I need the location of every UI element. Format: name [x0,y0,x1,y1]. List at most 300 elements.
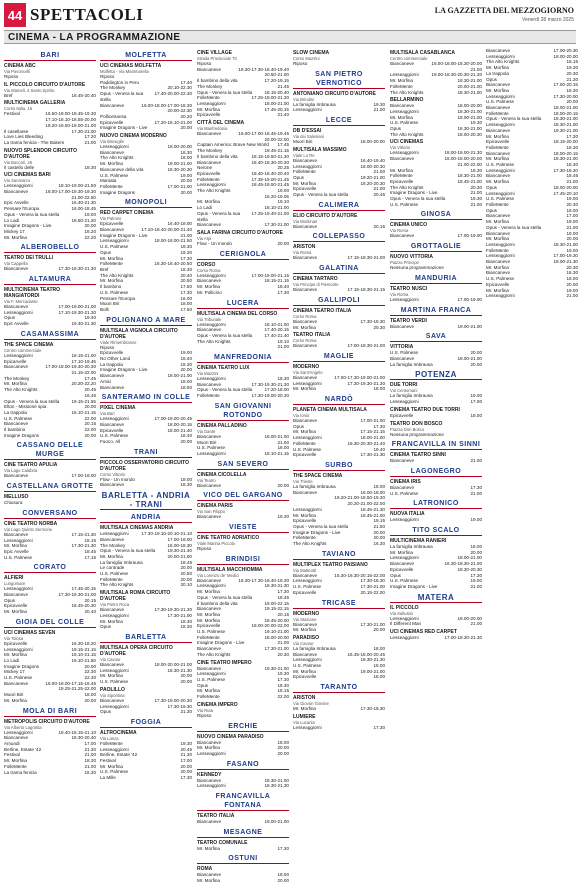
cinema-name: TEATRO VERDI [390,317,427,324]
film-title: Epicavvelle [293,186,317,192]
cinema-address: Via Centomani [390,388,418,394]
film-title: Epicavvelle [390,178,414,184]
showtimes: 20.00-21.00 [457,83,482,89]
film-title: Biancaneve [100,482,125,488]
showtime-row [197,819,289,825]
showtimes: 18.45-20.30 [71,603,96,609]
showtime-row [4,321,96,327]
film-title: Lesseaggiorni [100,416,129,422]
cinema-address: Viale Rimembranze [100,339,137,345]
listing-column-3 [197,48,289,884]
showtimes: 21.15-22.00 [71,369,96,375]
showtimes: 20.00 [180,769,192,775]
film-title: U.S. Palmese [4,415,33,421]
showtimes: 19.30 [277,514,289,520]
cinema-address: Via Sallustio [390,610,413,616]
film-title: Imagine Dragons - Live [390,190,438,196]
cinema-name: MODERNO [293,363,320,370]
cinema-address: Centro commerciale [4,347,42,353]
film-title: Biancaneve [293,223,318,229]
showtime-row [293,287,385,293]
film-title: Biancaneve della vita [100,166,144,172]
showtimes: 20.00 [373,529,385,535]
city-heading: FRANCAVILLA IN SINNI [391,441,481,449]
showtimes: 17.30 [373,724,385,730]
showtimes: 17.00-19.00-21.00 [58,304,96,310]
showtimes: 19.20-21.00 [360,174,385,180]
showtimes: 17.00-19.00-20.45 [154,416,192,422]
showtimes: 20.00 [566,99,578,105]
showtime-row [4,93,96,99]
showtimes: 21.00 [373,107,385,113]
showtimes: 18.30-20.30 [167,166,192,172]
showtime-row [197,211,289,222]
showtimes: 20.45 [373,192,385,198]
listing-column-5 [390,48,482,838]
film-title: FolleMente [100,740,123,746]
film-title: Epicarvelle [4,358,27,364]
cinema-address: Via Montinari [293,218,318,224]
cinema-address: Strada Provinciale 70 [197,56,237,61]
film-title: Biancaneve [4,266,29,272]
film-title: U.S. Palmese [197,445,226,451]
film-title: Mr. Morfina [486,264,509,270]
film-title: Biancaneve [197,777,222,783]
film-title: Lesseaggiorni [100,703,129,709]
showtimes: 17.40-21.40 [264,332,289,338]
film-title: Biancaneve [197,327,222,333]
film-title: Mr. Morfina [293,429,316,435]
showtime-row [293,224,385,230]
film-title: Nessuna programmazione [390,265,444,271]
cinema-name: MULTISALA VIGNOLA CIRCUITO D'AUTORE [100,327,178,340]
showtimes: 18.30-21.00 [457,89,482,95]
film-title: Lesseaggiorni [486,53,515,59]
film-title: Epicavvelle [4,603,28,609]
showtime-row [197,751,289,757]
cinema-address: Piazza Principe [390,260,419,266]
film-title: Epicavvelle [293,518,317,524]
newspaper-name: LA GAZZETTA DEL MEZZOGIORNO [434,6,574,15]
cinema-name: MULTISALA CINEMA DEL CORSO [197,310,278,317]
showtimes: 19.00-22.15 [264,600,289,606]
showtimes: 21.00 [277,344,289,350]
film-title: Lesseaggiorni [293,380,322,386]
film-title: Lesseaggiorni [486,122,515,128]
film-title: Lesseaggiorni [197,182,226,188]
showtimes: 21.00 [84,752,96,758]
showtimes: 19.10-21.00 [264,629,289,635]
film-title: Il castello delle [4,164,35,170]
showtimes: 18.40-18.40-20.40 [251,170,289,176]
showtimes: 17.30 [566,133,578,139]
showtimes: 18.00-20.00 [457,615,482,621]
showtimes: 19.30-21.00 [553,127,578,133]
film-title: Il Different Man [390,621,422,627]
showtimes: 18.20-21.00-18.50-19.30 [334,495,385,501]
film-title: Mr. Morfina [197,617,220,623]
film-title: Biancaneve [293,255,318,261]
cinema-name: NUOVO VITTORIA [390,254,433,261]
showtimes: 17.30-19.10-20.10-21.10 [141,531,192,537]
film-title: FolleMente [197,634,220,640]
cinema-name: METROPOLIS CIRCUITO D'AUTORE [4,718,90,725]
film-title: Lesseaggiorni [4,183,33,189]
showtimes: 18.30-21.30 [264,583,289,589]
cinema-name: UCI CINEMAS RED CARPET [390,629,457,636]
showtimes: 20.15 [84,421,96,427]
showtimes: 18.00-20.15 [167,421,192,427]
cinema-address: Via Principe di Piemonte [293,282,339,288]
cinema-name: CINEMA UNICO [390,222,428,229]
film-title: The Alto Knights [390,131,424,137]
film-title: Opus - Venera la sua stella [197,387,253,393]
showtimes: 21.00 [470,201,482,207]
film-title: Biancaneve [390,61,415,66]
cinema-name: DUE TORRI [390,382,418,389]
showtimes: 17.30 [470,484,482,490]
showtimes: 20.00 [180,189,192,195]
showtime-row [390,432,482,438]
showtimes: 16.40-18.00 [167,221,192,227]
showtimes: 18.10-21.15 [264,450,289,456]
cinema-address: Via Lorenzo de' Medici [197,572,240,578]
film-title: Imagine Dragons - Live [100,232,148,238]
film-title: Mr. Morfina [486,133,509,139]
showtimes: 17.00-19.00 [457,296,482,302]
showtime-row [293,627,385,633]
film-title: Lesseaggiorni [100,746,129,752]
film-title: Lesseaggiorni [4,586,33,592]
film-title: Mr. Morfina [486,156,509,162]
showtime-row [197,514,289,520]
film-title: La trappola [486,70,509,76]
film-title: Imagine Dragons - Live [390,583,438,589]
film-title: FolleMente [486,110,509,116]
city-heading: MANFREDONIA [197,353,289,363]
film-title: U.S. Palmese [390,578,419,584]
film-title: U.S. Palmese [486,162,515,168]
showtime-row [293,192,385,198]
showtimes: 17.00 [470,399,482,405]
film-title: Opus [4,597,15,603]
showtimes: 20.30 [277,651,289,657]
showtimes: 21.00 [470,190,482,196]
film-title: Epicavvelle [197,112,221,118]
film-title: Biancaneve [197,433,222,439]
showtimes: 21.00 [373,186,385,192]
showtimes: 18.30-21.00 [457,78,482,84]
showtimes: 18.30 [180,624,192,630]
city-heading: FRANCAVILLA FONTANA [197,792,289,811]
showtimes: 18.00-20.00-21.00 [154,662,192,667]
film-title: Mr. Morfina [486,179,509,185]
film-title: Biancaneve [486,270,511,276]
film-title: Epic Avvelle [4,321,29,327]
film-title: Mr. Morfina [100,763,123,769]
city-heading: GROTTAGLIE [390,242,482,252]
showtimes: 20.50 [180,571,192,577]
film-title: Riposo [197,61,212,66]
showtimes: 19.00 [470,578,482,584]
film-title: Lesseaggiorni [197,376,226,382]
showtimes: 18.10-21.00 [264,321,289,327]
film-title: Biancaneve [486,48,511,53]
showtimes: 19.00 [470,393,482,399]
film-title: The Alto Knights [4,387,38,393]
showtimes: 17.30-21.00 [264,646,289,652]
cinema-name: UCI CINEMAS MOLFETTA [100,63,162,69]
cinema-name: CINEMA TEATRO LUX [197,365,250,372]
cinema-address: Via Palmiro [100,216,122,222]
showtimes: 19.00 [566,196,578,202]
film-title: Biancaneve [293,318,318,324]
film-title: Lesseaggiorni [197,583,226,589]
cinema-name: CINE TEATRO NORBA [4,520,58,527]
film-title: Opus [486,207,497,213]
cinema-name: PICCOLO OSSERVATORIO CIRCUITO D'AUTORE [100,459,189,472]
cinema-address: Corso Roma [293,313,317,319]
city-heading: VICO DEL GARGANO [197,491,289,501]
cinema-name: CINE VILLAGE [197,50,233,56]
showtimes: 18.00 [373,645,385,651]
showtimes: 20.15 [373,223,385,229]
cinema-address: Via Sant'Angelo [293,369,323,375]
film-title: Paddington in Peru [100,79,140,85]
film-title: Biancaneve [486,230,511,236]
film-title: U.S. Palmese [293,446,322,452]
showtime-row [293,255,385,261]
film-title: Opus - Venera la sua stella [4,398,60,404]
showtimes: 18.00-20.00 [264,634,289,640]
showtimes: 20.40 [180,272,192,278]
showtimes: 20.15 [84,597,96,603]
film-title: Lesseaggiorni [293,163,322,169]
showtime-row [293,139,385,145]
showtimes: 19.00 [180,350,192,356]
film-title: U.S. Palmese [100,571,129,577]
film-title: The Monkey [100,542,126,548]
city-heading: MOLFETTA [100,51,192,61]
cinema-name: PAOLILLO [100,686,125,693]
film-title: The Alto Knights [100,155,134,161]
film-title: Biancaneve [390,103,415,109]
showtimes: 19.00-21.00 [167,161,192,167]
showtimes: 20.00-21.00 [167,553,192,559]
film-title: Lesseaggiorni [390,399,419,405]
cinema-name: NUOVO SPLENDOR CIRCUITO D'AUTORE [4,147,77,160]
film-title: Biancaneve [486,105,511,111]
showtimes: 17.00-20.30 [553,48,578,53]
film-title: FolleMente [293,535,316,541]
showtimes: 19.10 [277,199,289,205]
cinema-address: Via Bisceglie [100,139,124,145]
showtime-row [100,775,192,781]
cinema-name: CITTÀ DEL CINEMA [197,120,245,127]
showtime-row [390,413,482,419]
showtimes: 20.00 [180,673,192,679]
cinema-name: CINEMA ABC [4,63,36,69]
showtimes: 17.30 [277,677,289,682]
film-title: Mr. Morfina [486,87,509,93]
showtime-row [4,770,96,776]
showtimes: 19.00 [566,219,578,225]
showtimes: 18.00-21.40 [167,427,192,433]
showtimes: 21.00 [470,490,482,496]
showtimes: 18.45-21.15 [264,148,289,154]
showtimes: 21.00 [84,763,96,769]
showtimes: 17.30-20.00 [553,93,578,99]
film-title: Mr. Morfina [293,668,316,674]
cinema-address: Via Tolosa [4,635,24,641]
showtimes: 18.00 [566,230,578,236]
showtimes: 18.00-20.00 [360,139,385,145]
film-title: Berline, Estate '42 [100,752,138,758]
film-title: Lo Ladi [197,205,213,211]
film-title: Lesseaggiorni [390,615,419,621]
film-title: Epicavvelle [100,119,124,125]
showtimes: 16.00-18.00-18.30-20.00 [431,61,482,66]
cinema-name: NUOVO CINEMA PARADISO [197,733,264,740]
showtimes: 18.30-20.40 [71,735,96,741]
showtimes: 17.30-18.20 [553,167,578,173]
city-heading: CASAMASSIMA [4,330,96,340]
city-heading: ANDRIA [100,513,192,523]
film-title: Mr. Morfina [486,219,509,225]
film-title: FolleMente [197,393,220,399]
film-title: Lesseaggiorni [390,72,419,78]
showtime-row [390,90,482,96]
showtimes: 22.00 [84,415,96,421]
showtimes: 17.30-19.30-21.30 [58,266,96,272]
city-heading: ALTAMURA [4,275,96,285]
film-title: Biancaneve [100,607,125,613]
showtimes: 20.00 [277,750,289,756]
showtimes: 19.00-21.00 [360,668,385,674]
showtime-row [100,125,192,131]
film-title: Biancaneve [100,536,125,542]
film-title: Biancaneve [4,189,29,195]
film-title: Muori Biri [197,439,217,445]
film-title: U.S. Palmese [197,677,226,682]
showtime-row [197,878,289,884]
film-title: La famiglia Imbrausa [390,544,433,550]
showtime-row [4,473,96,479]
film-title: U.S. Palmese [100,433,129,439]
showtimes: 21.40 [277,112,289,118]
film-title: Lesseaggiorni [390,517,419,523]
film-title: Lesseaggiorni [486,241,515,247]
showtimes: 20.30 [566,201,578,207]
film-title: Il bambino della vita [197,78,238,84]
showtimes: 18.00-21.00 [457,114,482,120]
showtime-row [197,290,289,296]
cinema-name: UCI CINEMAS SEVEN [4,629,56,636]
cinema-name: MULTISALA CINEMAS ANDRIA [100,525,174,532]
film-title: U.S. Palmese [4,675,33,681]
cinema-name: ELIO CIRCUITO D'AUTORE [293,212,358,219]
showtimes: 20.00-22.00 [264,136,289,142]
film-title: Lesseaggiorni [390,150,419,156]
showtime-row [486,293,578,299]
showtime-row [197,783,289,789]
film-title: FolleMente [100,183,123,189]
film-title: FolleMente [293,169,316,175]
showtimes: 18.40 [277,284,289,290]
film-title: Epicavvelle [390,566,414,572]
showtimes: 18.15-20.00 [553,139,578,145]
cinema-name: ARISTON [293,695,316,702]
film-title: Biancaneve [486,127,511,133]
film-title: Imagine Dragons - Live [293,529,341,535]
film-title: U.S. Palmese [293,584,322,590]
showtimes: 17.40 [180,79,192,85]
region-heading: BARLETTA - ANDRIA - TRANI [101,491,191,510]
film-title: Lesseaggiorni [197,450,226,456]
cinema-name: MODERNO [293,610,320,617]
cinema-address: Via Matteotti [293,567,317,573]
cinema-name: PIXEL CINEMA [100,405,136,412]
film-title: Biancaneve [197,872,222,878]
film-title: FolleMente [293,440,316,446]
city-heading: TARANTO [293,683,385,693]
cinema-address: Corso Vittorio [100,471,126,477]
film-title: Opus - Venera la sua stella [486,224,542,230]
city-heading: SANTERAMO IN COLLE [101,394,191,402]
showtimes: 20.20-21.00-22.00 [347,501,385,507]
film-title: Biancaneve [197,606,222,612]
showtimes: 18.00 [277,445,289,451]
film-title: Lesseaggiorni [293,657,322,663]
cinema-name: CINEMA PARIS [197,503,233,510]
region-heading: POTENZA [390,370,482,380]
film-title: Epicavvelle [486,281,510,287]
showtimes: 19.00-21.00 [457,323,482,329]
city-heading: SAN SEVERO [197,460,289,470]
film-title: Biancaneve [390,484,415,490]
showtime-row [100,709,192,715]
film-title: The Alto Knights [197,338,231,344]
film-title: Opus - Venera la sua stella [293,523,349,529]
film-title: Lesseaggiorni [486,190,515,196]
film-title: Fuoco, All [100,439,121,445]
showtimes: 20.20 [180,113,192,119]
showtimes: 19.30 [470,120,482,126]
showtime-row [4,500,96,506]
film-title: Il bambino della vita [197,153,238,159]
showtimes: 18.30-20.30-21.40 [347,440,385,446]
film-title: Lesseaggiorni [4,309,33,315]
showtimes: 19.10 [277,338,289,344]
film-title: Biancaneve [197,819,222,825]
cinema-name: CINEMA IRIS [390,478,421,485]
showtimes: 20.50 [180,278,192,284]
film-title: Mr. Morfina [100,618,123,624]
showtimes: 17.20 [84,134,96,140]
film-title: Festival [4,111,20,117]
showtimes: 21.30 [84,746,96,752]
showtimes: 17.25-19.40-21.00 [251,210,289,216]
showtimes: 18.15-21.15 [264,278,289,284]
cinema-name: CINEMA TEATRO DUE TORRI [390,406,460,413]
showtime-row [197,546,289,552]
film-title: Opus - Venera la sua stella [197,594,253,600]
showtimes: 18.00 [277,739,289,745]
film-title: Biancaneve [100,102,125,108]
showtime-row [390,399,482,405]
film-title: La famiglia Imbrausa [293,483,336,489]
showtimes: 17.30 [470,572,482,578]
